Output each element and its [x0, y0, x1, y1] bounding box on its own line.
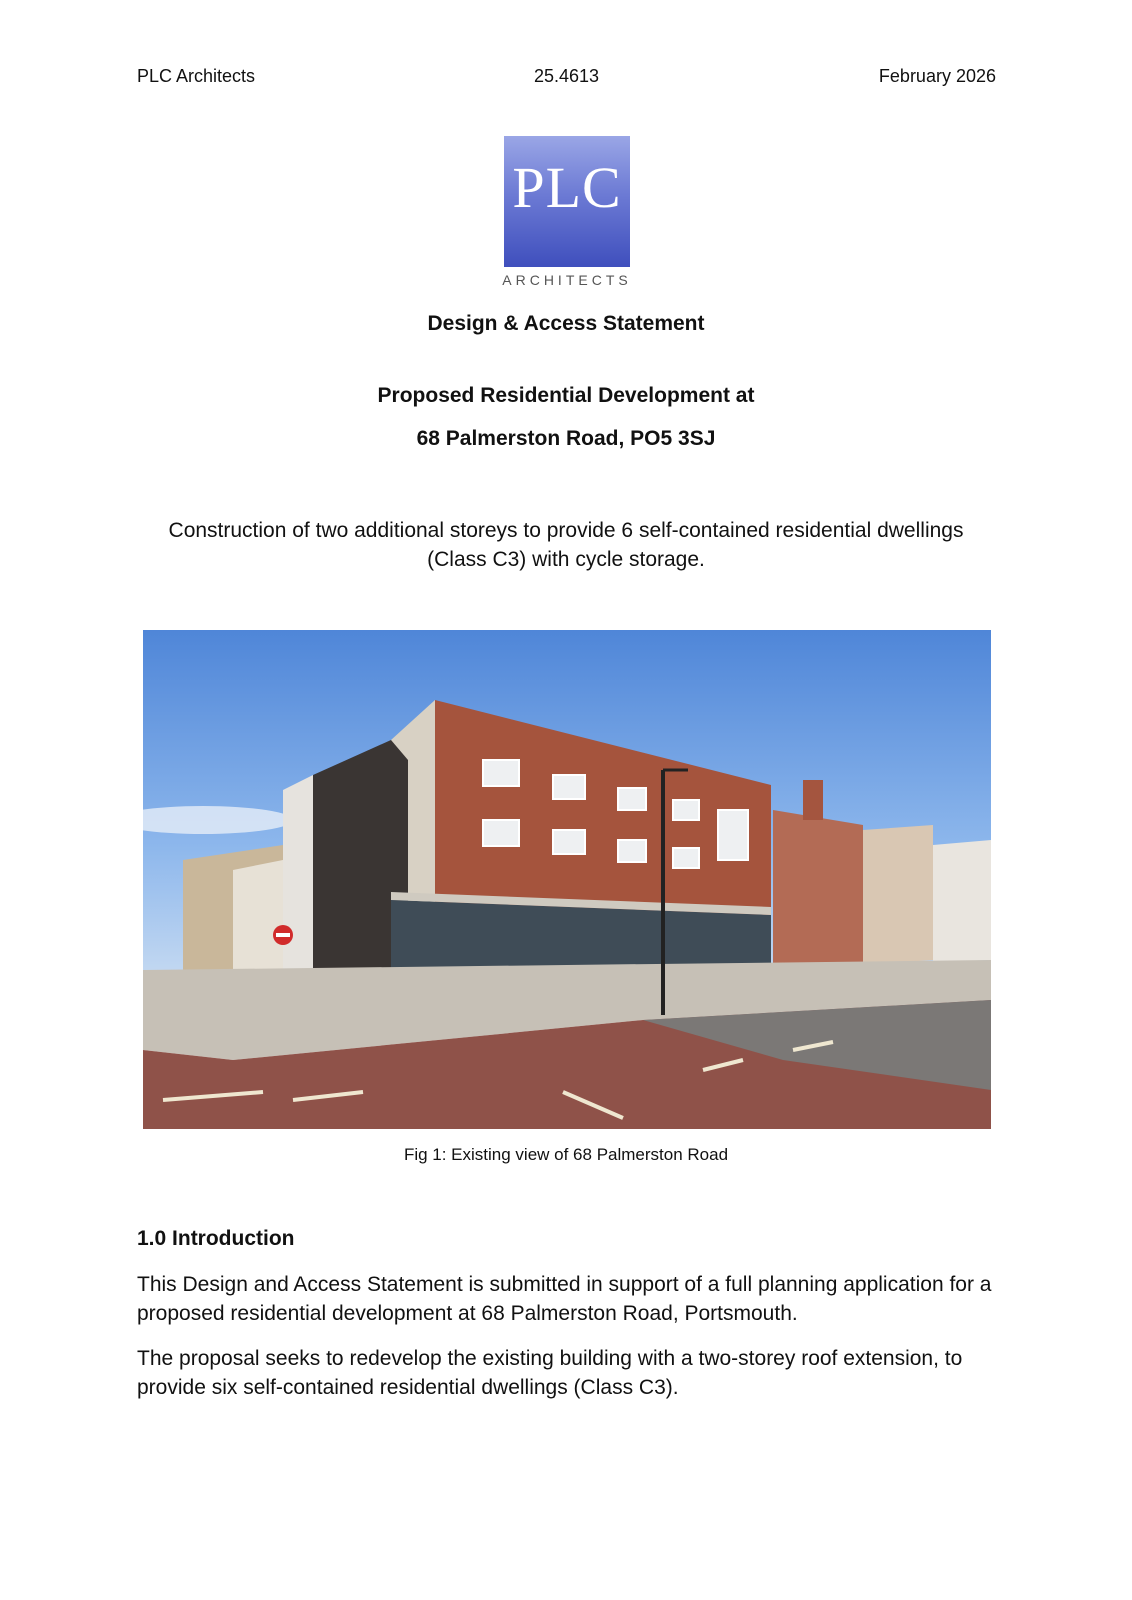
- logo-mark: PLC: [512, 155, 622, 220]
- introduction-heading: 1.0 Introduction: [137, 1227, 295, 1250]
- header-date: February 2026: [878, 66, 996, 86]
- introduction-paragraph-1: This Design and Access Statement is submitted in support of a full planning application for a proposed residential development at 68 Palmerston Road, Portsmouth.: [137, 1273, 992, 1325]
- project-title-line2: 68 Palmerston Road, PO5 3SJ: [416, 427, 716, 450]
- project-description: Construction of two additional storeys to provide 6 self-contained residential dwellings (Class C3) with cycle storage.: [168, 519, 964, 571]
- plc-logo: [504, 136, 630, 267]
- header-reference: 25.4613: [533, 66, 600, 86]
- header-company: PLC Architects: [137, 66, 256, 86]
- document-type-title: Design & Access Statement: [427, 312, 705, 335]
- page-header: [137, 66, 996, 92]
- introduction-paragraph-2: The proposal seeks to redevelop the existing building with a two-storey roof extension, to provide six self-contained residential dwellings (Class C3).: [137, 1347, 963, 1399]
- existing-building-photo: [143, 630, 991, 1129]
- figure-caption: Fig 1: Existing view of 68 Palmerston Road: [403, 1145, 729, 1164]
- logo-subtitle: ARCHITECTS: [502, 272, 632, 288]
- project-title-line1: Proposed Residential Development at: [377, 384, 755, 407]
